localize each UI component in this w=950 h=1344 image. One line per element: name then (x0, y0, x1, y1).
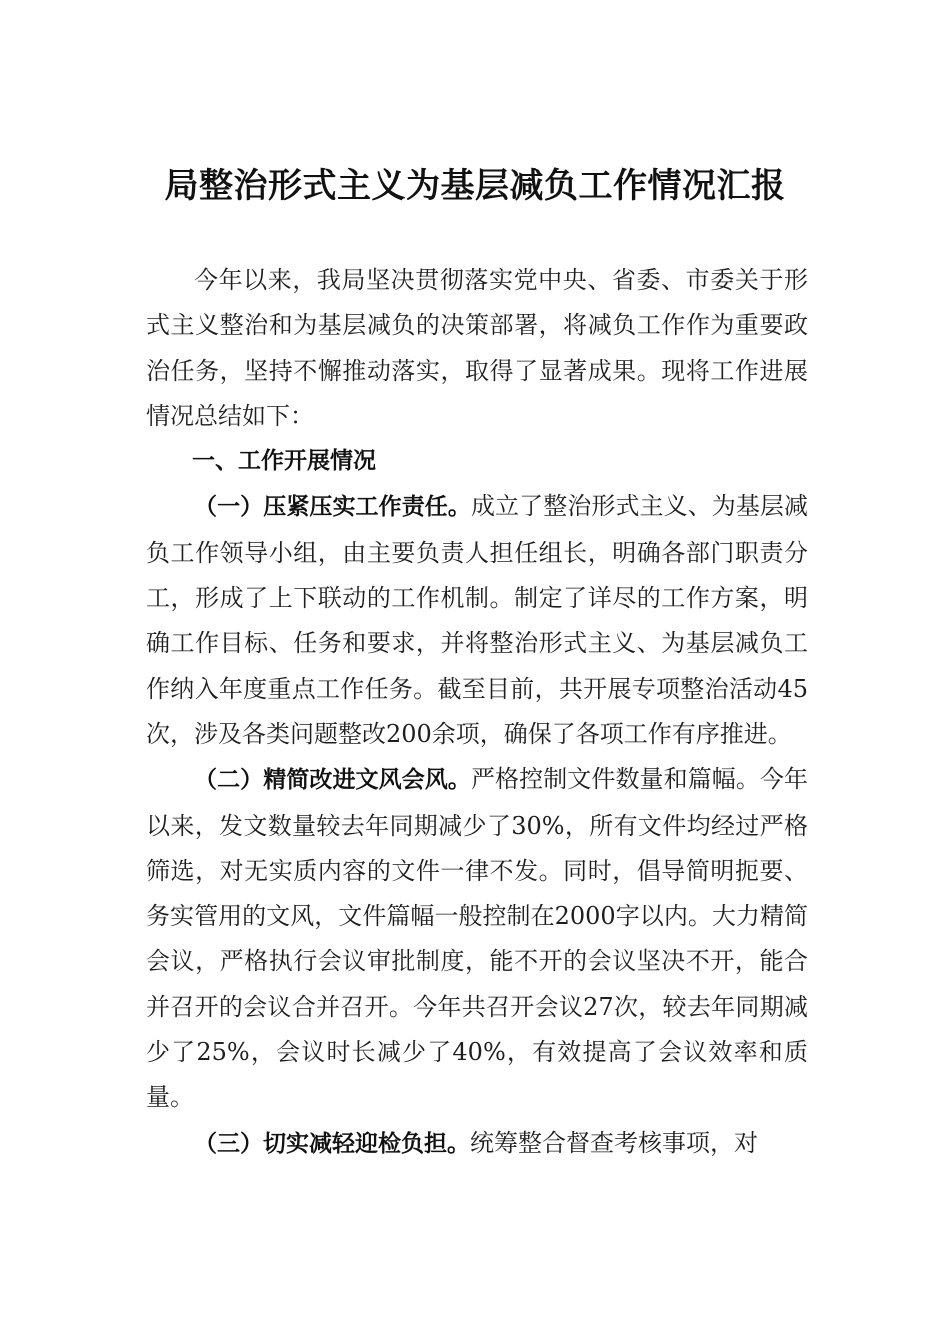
paragraph-2 (146, 757, 808, 1120)
paragraph-3 (146, 1121, 808, 1167)
paragraph-2-lead: （二）精简改进文风会风。 (194, 767, 471, 794)
paragraph-1-text: 成立了整治形式主义、为基层减负工作领导小组，由主要负责人担任组长，明确各部门职责分工，形成了上下联动的工作机制。制定了详尽的工作方案，明确工作目标、任务和要求，并将整治形式主义、为基层减负工作纳入年度重点工作任务。截至目前，共开展专项整治活动45次，涉及各类问题整改200余项，确保了各项工作有序推进。 (146, 492, 809, 748)
intro-paragraph: 今年以来，我局坚决贯彻落实党中央、省委、市委关于形式主义整治和为基层减负的决策部署，将减负工作作为重要政治任务，坚持不懈推动落实，取得了显著成果。现将工作进展情况总结如下： (146, 266, 808, 430)
paragraph-1-lead: （一）压紧压实工作责任。 (194, 494, 471, 521)
paragraph-2-text: 严格控制文件数量和篇幅。今年以来，发文数量较去年同期减少了30%，所有文件均经过严格筛选，对无实质内容的文件一律不发。同时，倡导简明扼要、务实管用的文风，文件篇幅一般控制在2000字以内。大力精简会议，严格执行会议审批制度，能不开的会议坚决不开，能合并召开的会议合并召开。今年共召开会议27次，较去年同期减少了25%，会议时长减少了40%，有效提高了会议效率和质量。 (146, 765, 809, 1112)
paragraph-1 (146, 484, 808, 757)
section-heading: 一、工作开展情况 (192, 448, 376, 475)
paragraph-3-text: 统筹整合督查考核事项，对 (470, 1128, 758, 1157)
paragraph-3-lead: （三）切实减轻迎检负担。 (194, 1130, 470, 1157)
document-body (146, 258, 808, 1167)
document-title: 局整治形式主义为基层减负工作情况汇报 (164, 166, 786, 206)
